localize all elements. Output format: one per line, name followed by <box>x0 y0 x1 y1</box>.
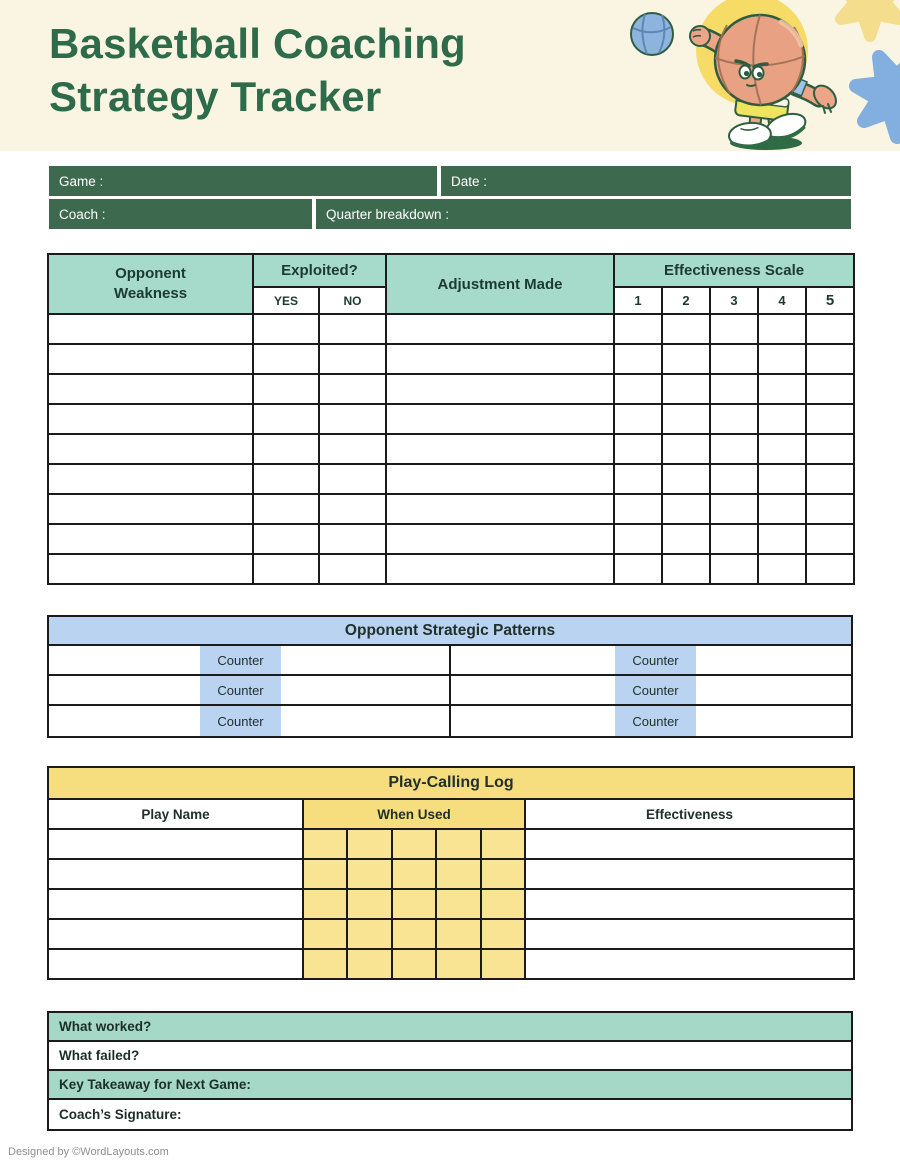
table-row <box>48 434 854 464</box>
play-log-section <box>47 766 855 980</box>
blue-basketball <box>631 13 673 55</box>
play-log-title: Play-Calling Log <box>48 767 854 799</box>
info-row-2 <box>49 199 851 229</box>
counter-chip: Counter <box>200 676 281 704</box>
scale-4: 4 <box>758 287 806 314</box>
basketball-character-illustration <box>600 0 900 151</box>
table-row <box>48 314 854 344</box>
col-effectiveness-scale: Effectiveness Scale <box>614 254 854 287</box>
summary-section <box>47 1011 853 1131</box>
pattern-cell <box>49 676 451 704</box>
col-play-name: Play Name <box>48 799 303 829</box>
col-opponent-weakness: Opponent Weakness <box>48 254 253 314</box>
patterns-title: Opponent Strategic Patterns <box>49 617 851 646</box>
col-exploited: Exploited? <box>253 254 386 287</box>
summary-row-what-failed: What failed? <box>49 1042 851 1071</box>
yes-header: YES <box>253 287 319 314</box>
blue-splat-shape <box>856 57 900 137</box>
table-row <box>48 829 854 859</box>
pattern-cell <box>49 706 451 736</box>
weakness-table-section <box>47 253 855 585</box>
pattern-cell <box>451 646 851 674</box>
pattern-cell <box>451 676 851 704</box>
summary-row-what-worked: What worked? <box>49 1013 851 1042</box>
quarter-breakdown-label: Quarter breakdown : <box>326 206 450 222</box>
table-row <box>49 646 851 676</box>
pattern-cell <box>49 646 451 674</box>
yellow-splat-shape <box>841 0 899 36</box>
table-row <box>48 374 854 404</box>
table-row <box>48 524 854 554</box>
counter-chip: Counter <box>615 706 696 736</box>
date-label: Date : <box>451 173 488 189</box>
counter-chip: Counter <box>615 646 696 674</box>
weakness-table-body <box>48 314 854 584</box>
basketball-character <box>631 13 840 150</box>
coach-label: Coach : <box>59 206 106 222</box>
page-title <box>49 17 466 124</box>
col-effectiveness: Effectiveness <box>525 799 854 829</box>
table-row <box>49 676 851 706</box>
game-label: Game : <box>59 173 104 189</box>
coach-field <box>49 199 312 229</box>
table-row <box>48 554 854 584</box>
header-banner <box>0 0 900 151</box>
info-row-1 <box>49 166 851 196</box>
game-field <box>49 166 437 196</box>
no-header: NO <box>319 287 386 314</box>
scale-5: 5 <box>806 287 854 314</box>
table-row <box>48 949 854 979</box>
summary-row-coach-signature: Coach’s Signature: <box>49 1100 851 1129</box>
counter-chip: Counter <box>200 646 281 674</box>
date-field <box>441 166 851 196</box>
table-row <box>48 889 854 919</box>
footer-credit: Designed by ©WordLayouts.com <box>8 1146 169 1158</box>
counter-chip: Counter <box>615 676 696 704</box>
page-title-line2: Strategy Tracker <box>49 73 382 121</box>
summary-row-key-takeaway: Key Takeaway for Next Game: <box>49 1071 851 1100</box>
scale-2: 2 <box>662 287 710 314</box>
pattern-cell <box>451 706 851 736</box>
table-row <box>48 859 854 889</box>
col-adjustment-made: Adjustment Made <box>386 254 614 314</box>
table-row <box>48 494 854 524</box>
table-row <box>48 464 854 494</box>
game-info-section <box>49 166 851 229</box>
play-log-body <box>48 829 854 979</box>
play-log-table <box>47 766 855 980</box>
table-row <box>48 344 854 374</box>
table-row <box>48 404 854 434</box>
table-row <box>48 919 854 949</box>
weakness-table <box>47 253 855 585</box>
counter-chip: Counter <box>200 706 281 736</box>
scale-1: 1 <box>614 287 662 314</box>
page-title-line1: Basketball Coaching <box>49 20 466 67</box>
table-row <box>49 706 851 736</box>
col-when-used: When Used <box>303 799 525 829</box>
patterns-table-section <box>47 615 853 738</box>
quarter-breakdown-field <box>316 199 851 229</box>
scale-3: 3 <box>710 287 758 314</box>
